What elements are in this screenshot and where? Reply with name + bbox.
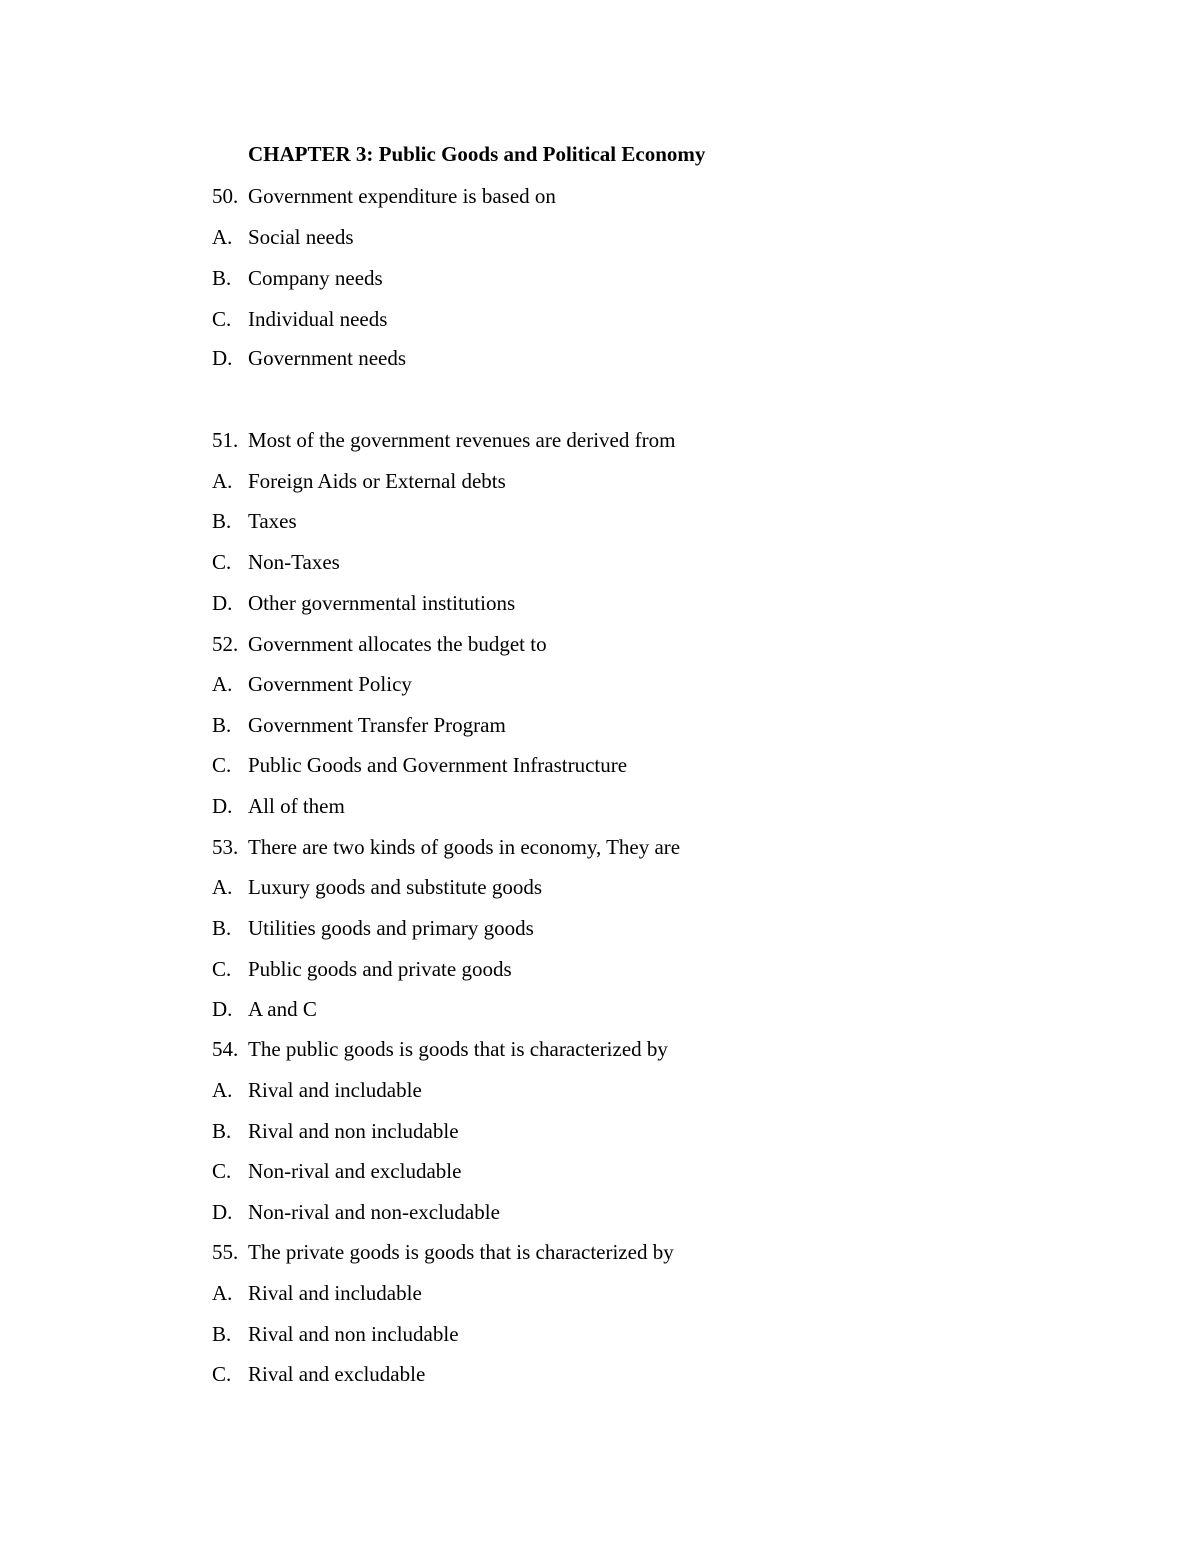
option-text: Government Policy [248,672,412,696]
option-letter: A. [212,875,233,899]
question-number: 54. [212,1037,239,1061]
option-letter: D. [212,794,233,818]
option-text: Government Transfer Program [248,713,506,737]
option-letter: B. [212,509,232,533]
option-letter: B. [212,713,232,737]
option-text: Social needs [248,225,354,249]
option-text: Luxury goods and substitute goods [248,875,542,899]
option-letter: B. [212,916,232,940]
option-letter: A. [212,1281,233,1305]
question-number: 52. [212,632,239,656]
option-letter: B. [212,1322,232,1346]
option-text: Foreign Aids or External debts [248,469,506,493]
option-letter: C. [212,1159,232,1183]
option-text: Rival and non includable [248,1322,459,1346]
option-text: Company needs [248,266,383,290]
question-text: Most of the government revenues are derived from [248,428,676,452]
option-letter: A. [212,225,233,249]
option-letter: C. [212,957,232,981]
option-text: A and C [248,997,317,1021]
option-letter: D. [212,1200,233,1224]
option-letter: D. [212,591,233,615]
option-text: Other governmental institutions [248,591,516,615]
option-text: Rival and includable [248,1078,422,1102]
option-text: Non-Taxes [248,550,340,574]
question-text: The private goods is goods that is characterized by [248,1240,674,1264]
option-text: All of them [248,794,345,818]
question-number: 50. [212,184,239,208]
option-text: Government needs [248,346,407,370]
option-text: Utilities goods and primary goods [248,916,534,940]
option-letter: C. [212,307,232,331]
option-text: Non-rival and non-excludable [248,1200,500,1224]
option-letter: C. [212,1362,232,1386]
option-letter: D. [212,346,233,370]
question-number: 51. [212,428,239,452]
question-number: 53. [212,835,239,859]
option-text: Taxes [248,509,297,533]
option-text: Rival and non includable [248,1119,459,1143]
option-letter: B. [212,266,232,290]
option-letter: C. [212,753,232,777]
option-text: Non-rival and excludable [248,1159,462,1183]
option-letter: A. [212,469,233,493]
option-text: Public goods and private goods [248,957,512,981]
option-letter: C. [212,550,232,574]
option-text: Rival and includable [248,1281,422,1305]
question-number: 55. [212,1240,239,1264]
option-letter: D. [212,997,233,1021]
option-letter: A. [212,1078,233,1102]
question-text: There are two kinds of goods in economy, They are [248,835,681,859]
chapter-title: CHAPTER 3: Public Goods and Political Economy [248,142,706,166]
question-text: Government expenditure is based on [248,184,556,208]
option-text: Rival and excludable [248,1362,426,1386]
question-text: Government allocates the budget to [248,632,547,656]
option-letter: A. [212,672,233,696]
option-text: Individual needs [248,307,388,331]
option-text: Public Goods and Government Infrastructure [248,753,628,777]
question-text: The public goods is goods that is characterized by [248,1037,668,1061]
option-letter: B. [212,1119,232,1143]
